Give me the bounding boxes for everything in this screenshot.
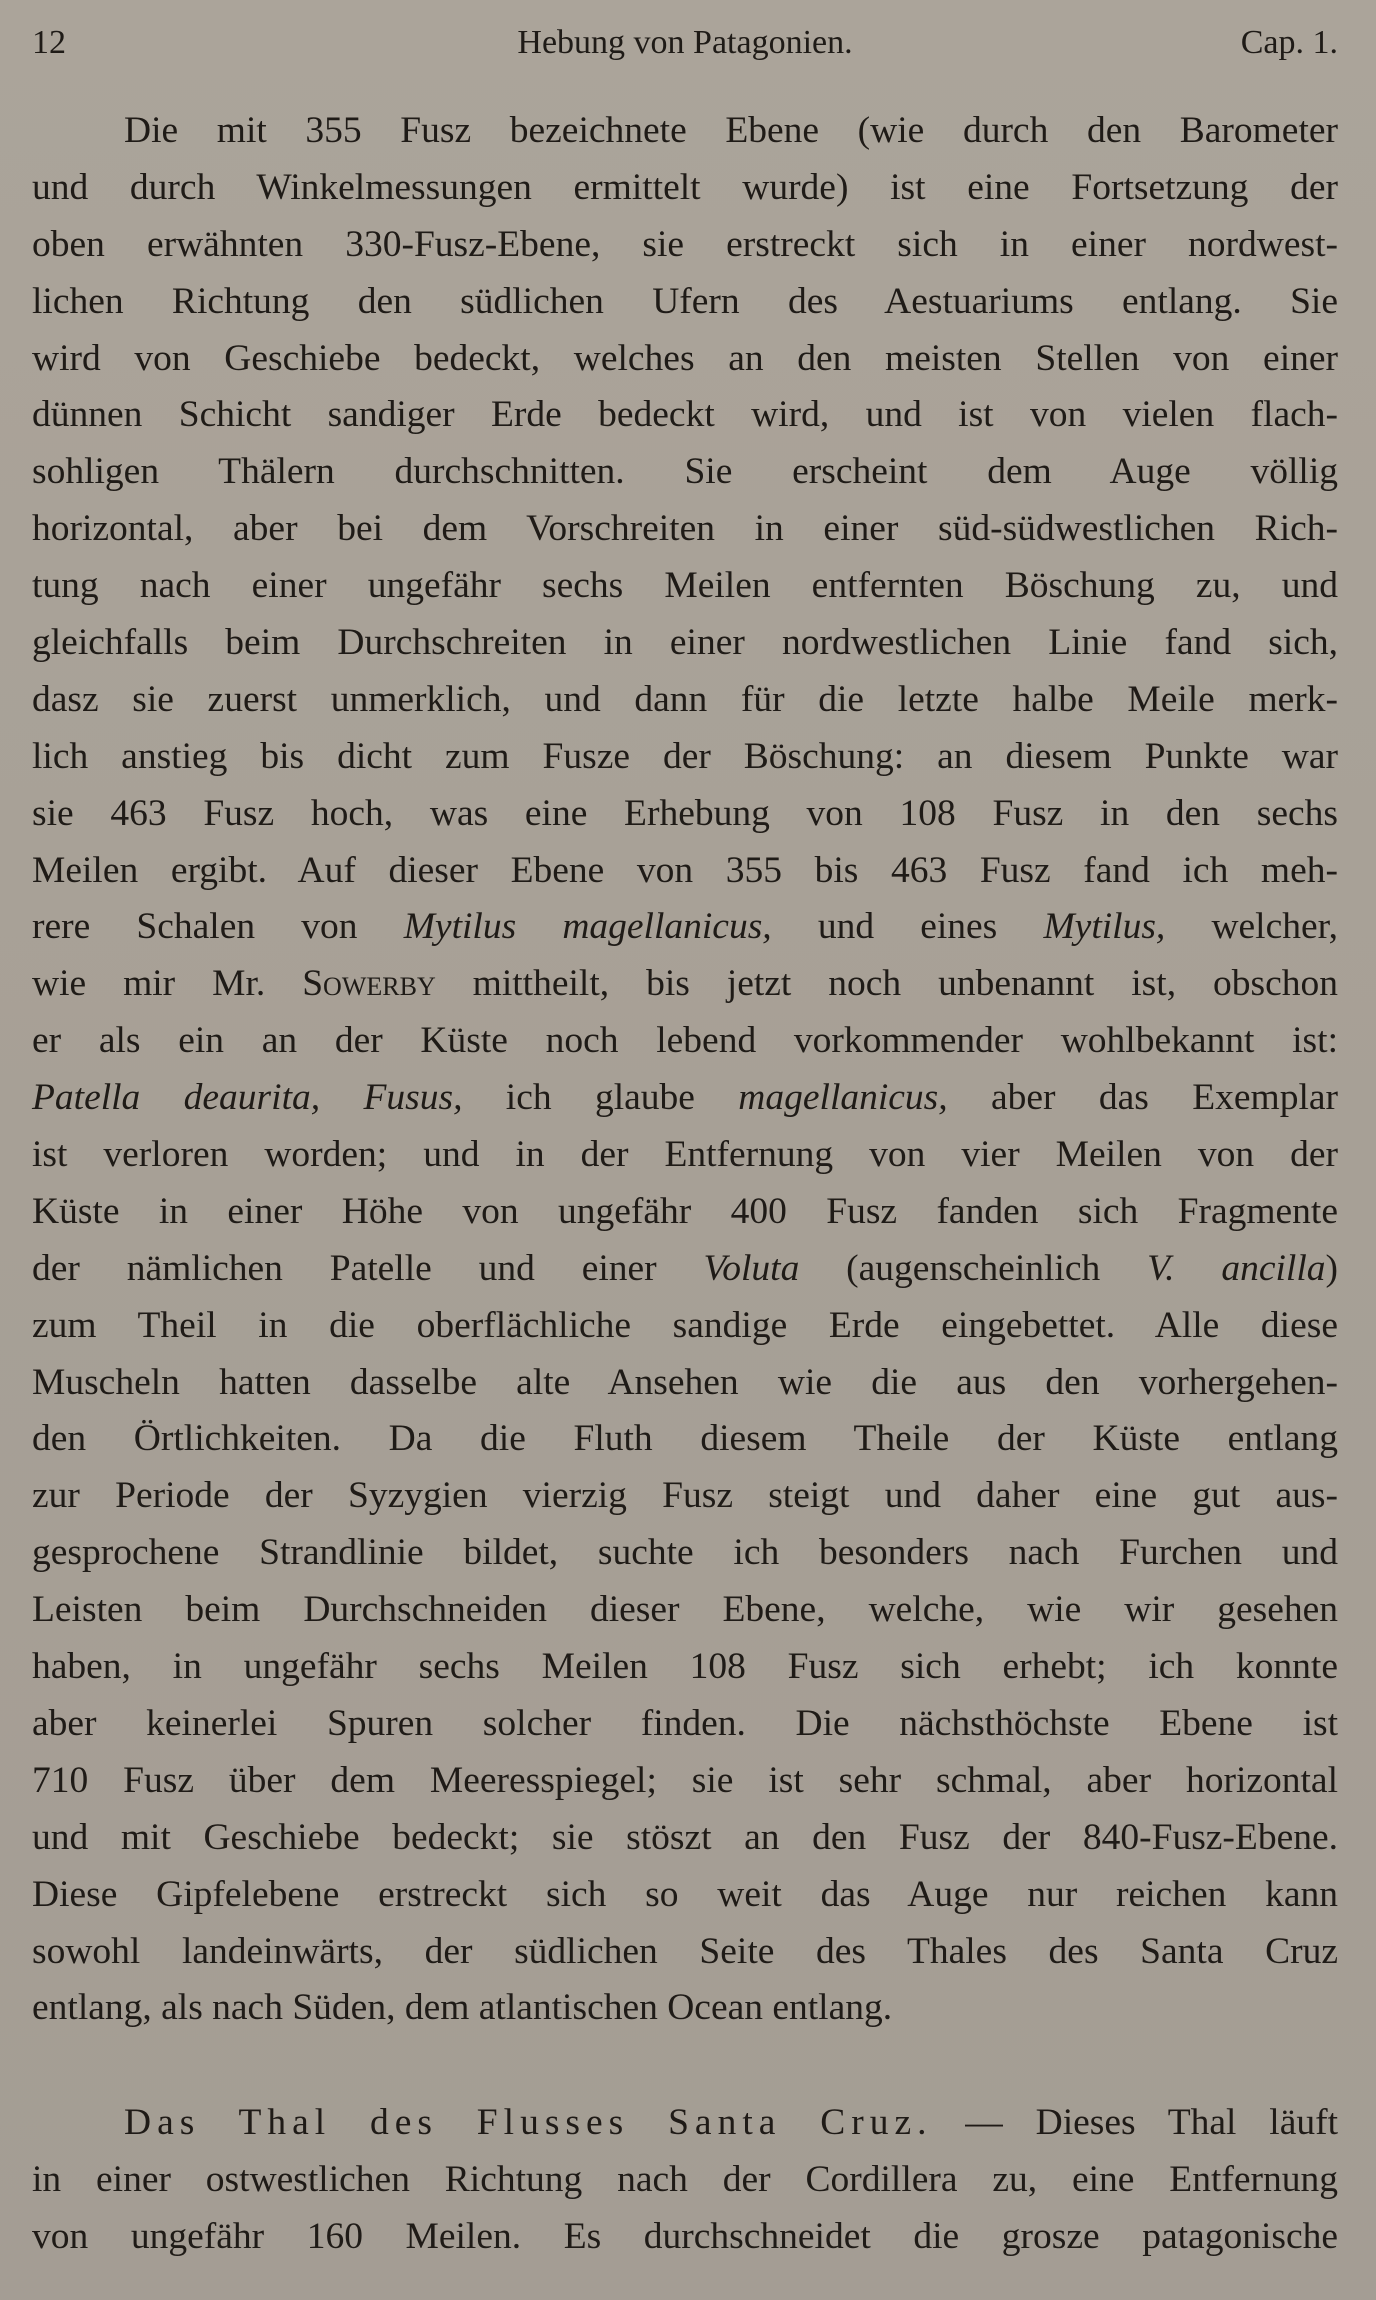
text-line bbox=[32, 1070, 1338, 1127]
species-name: V. ancilla bbox=[1147, 1247, 1326, 1289]
text-line: sie 463 Fusz hoch, was eine Erhebung von 108 Fusz in den sechs bbox=[32, 792, 1338, 834]
text-span: (augenscheinlich bbox=[799, 1247, 1148, 1289]
text-span: rere Schalen von bbox=[32, 906, 404, 948]
species-name: Mytilus magellanicus, bbox=[403, 906, 772, 948]
text-line: lich anstieg bis dicht zum Fusze der Böschung: an diesem Punkte war bbox=[32, 735, 1338, 777]
text-line: in einer ostwestlichen Richtung nach der Cordillera zu, eine Entfernung bbox=[32, 2159, 1338, 2201]
text-line: gleichfalls beim Durchschreiten in einer nordwestlichen Linie fand sich, bbox=[32, 622, 1338, 664]
text-line: gesprochene Strandlinie bildet, suchte ich besonders nach Furchen und bbox=[32, 1532, 1338, 1574]
person-name: Sowerby bbox=[302, 963, 436, 1005]
text-span: welcher, bbox=[1165, 906, 1338, 948]
text-line: haben, in ungefähr sechs Meilen 108 Fusz sich erhebt; ich konnte bbox=[32, 1646, 1338, 1688]
running-header bbox=[32, 18, 1338, 68]
species-name: Patella deaurita, bbox=[32, 1077, 321, 1119]
text-line bbox=[32, 956, 1338, 1013]
text-line: dasz sie zuerst unmerklich, und dann für die letzte halbe Meile merk- bbox=[32, 678, 1338, 720]
text-line: Meilen ergibt. Auf dieser Ebene von 355 bis 463 Fusz fand ich meh- bbox=[32, 849, 1338, 891]
text-line: Muscheln hatten dasselbe alte Ansehen wie die aus den vorhergehen- bbox=[32, 1361, 1338, 1403]
text-line: Küste in einer Höhe von ungefähr 400 Fusz fanden sich Fragmente bbox=[32, 1190, 1338, 1232]
text-span: ich glaube bbox=[462, 1077, 739, 1119]
text-span: wie mir Mr. bbox=[32, 963, 303, 1005]
text-line: Die mit 355 Fusz bezeichnete Ebene (wie durch den Barometer bbox=[124, 110, 1338, 151]
text-line: Leisten beim Durchschneiden dieser Ebene, welche, wie wir gesehen bbox=[32, 1589, 1338, 1631]
text-span: mittheilt, bis jetzt noch unbenannt ist, obschon bbox=[435, 963, 1338, 1005]
text-line: den Örtlichkeiten. Da die Fluth diesem Theile der Küste entlang bbox=[32, 1418, 1338, 1460]
text-line: zur Periode der Syzygien vierzig Fusz steigt und daher eine gut aus- bbox=[32, 1475, 1338, 1517]
species-name: Voluta bbox=[703, 1247, 800, 1289]
text-line: 710 Fusz über dem Meeresspiegel; sie ist sehr schmal, aber horizontal bbox=[32, 1759, 1338, 1801]
text-line: er als ein an der Küste noch lebend vorkommender wohlbekannt ist: bbox=[32, 1020, 1338, 1062]
text-line: sohligen Thälern durchschnitten. Sie erscheint dem Auge völlig bbox=[32, 451, 1338, 493]
text-span: und eines bbox=[771, 906, 1044, 948]
text-line: oben erwähnten 330-Fusz-Ebene, sie erstreckt sich in einer nordwest- bbox=[32, 223, 1338, 265]
section-heading: Das Thal des Flusses Santa Cruz. bbox=[124, 2102, 933, 2144]
text-line: tung nach einer ungefähr sechs Meilen entfernten Böschung zu, und bbox=[32, 565, 1338, 607]
text-line: Diese Gipfelebene erstreckt sich so weit das Auge nur reichen kann bbox=[32, 1873, 1338, 1915]
text-line: zum Theil in die oberflächliche sandige Erde eingebettet. Alle diese bbox=[32, 1304, 1338, 1346]
text-line: sowohl landeinwärts, der südlichen Seite des Thales des Santa Cruz bbox=[32, 1930, 1338, 1972]
text-line: lichen Richtung den südlichen Ufern des Aestuariums entlang. Sie bbox=[32, 280, 1338, 322]
paragraph-gap bbox=[32, 2037, 1338, 2095]
text-line: dünnen Schicht sandiger Erde bedeckt wird, und ist von vielen flach- bbox=[32, 394, 1338, 436]
species-name: magellanicus, bbox=[738, 1077, 948, 1119]
text-line: horizontal, aber bei dem Vorschreiten in einer süd-südwestlichen Rich- bbox=[32, 508, 1338, 550]
text-line bbox=[32, 1241, 1338, 1298]
text-line: von ungefähr 160 Meilen. Es durchschneidet die grosze patagonische bbox=[32, 2216, 1338, 2258]
species-name: Fusus, bbox=[363, 1077, 463, 1119]
text-line: und durch Winkelmessungen ermittelt wurde) ist eine Fortsetzung der bbox=[32, 166, 1338, 208]
running-title: Hebung von Patagonien. bbox=[517, 24, 853, 61]
text-line: ist verloren worden; und in der Entfernung von vier Meilen von der bbox=[32, 1134, 1338, 1176]
text-line bbox=[32, 2095, 1338, 2152]
page-body bbox=[32, 103, 1338, 2266]
text-line: und mit Geschiebe bedeckt; sie stöszt an den Fusz der 840-Fusz-Ebene. bbox=[32, 1816, 1338, 1858]
text-span: ) bbox=[1325, 1247, 1338, 1289]
text-line: entlang, als nach Süden, dem atlantischen Ocean entlang. bbox=[32, 1987, 893, 2029]
text-line bbox=[32, 899, 1338, 956]
text-span: — Dieses Thal läuft bbox=[932, 2102, 1338, 2144]
text-line: wird von Geschiebe bedeckt, welches an den meisten Stellen von einer bbox=[32, 337, 1338, 379]
species-name: Mytilus, bbox=[1043, 906, 1166, 948]
text-span: der nämlichen Patelle und einer bbox=[32, 1247, 704, 1289]
page-number: 12 bbox=[32, 24, 66, 61]
text-line: aber keinerlei Spuren solcher finden. Die nächsthöchste Ebene ist bbox=[32, 1702, 1338, 1744]
chapter-label: Cap. 1. bbox=[1240, 24, 1338, 61]
text-span: aber das Exemplar bbox=[947, 1077, 1339, 1119]
text-span bbox=[320, 1077, 363, 1118]
